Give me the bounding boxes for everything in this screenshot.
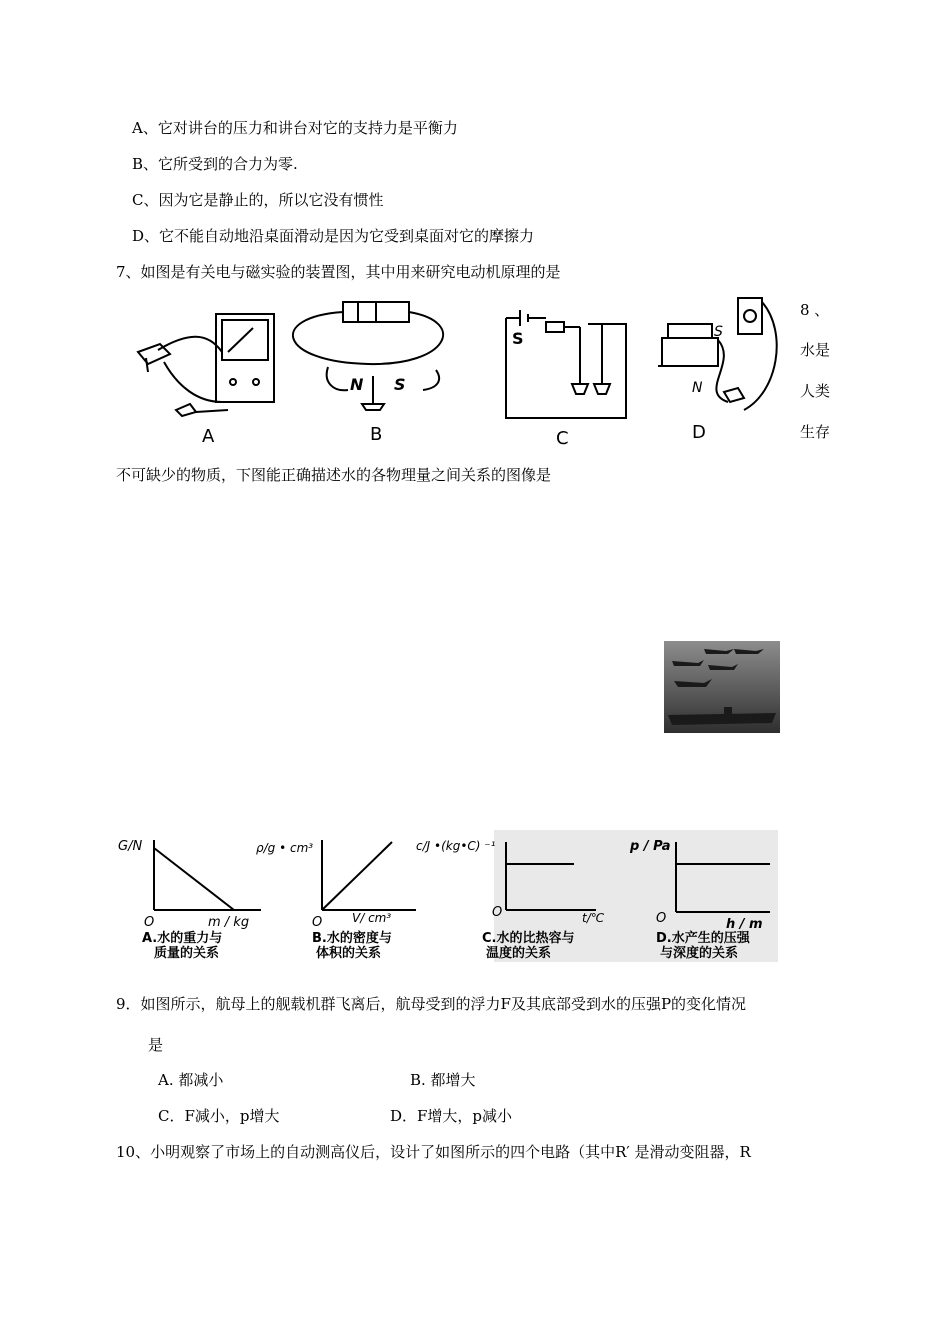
q7-diagram-b bbox=[293, 302, 443, 410]
q7-diagram-d bbox=[658, 298, 777, 410]
q7-b-pole-s: S bbox=[394, 375, 406, 394]
graph-a-origin: O bbox=[144, 915, 155, 930]
q7-c-switch: S bbox=[512, 329, 524, 348]
graph-a-caption-1: A.水的重力与 bbox=[142, 931, 223, 946]
graph-b-xlabel: V/ cm³ bbox=[352, 911, 392, 925]
graph-b-ylabel: ρ/g • cm³ bbox=[256, 841, 314, 855]
graph-a-caption-2: 质量的关系 bbox=[154, 946, 220, 961]
q7-b-pole-n: N bbox=[350, 375, 364, 394]
q6-option-d: D、它不能自动地沿桌面滑动是因为它受到桌面对它的摩擦力 bbox=[132, 227, 535, 245]
graph-d-caption-1: D.水产生的压强 bbox=[656, 931, 750, 946]
graph-c-ylabel: c/J •(kg•C) ⁻¹ bbox=[416, 839, 496, 853]
graph-b-line bbox=[322, 842, 392, 910]
q8-stem-continued: 不可缺少的物质，下图能正确描述水的各物理量之间关系的图像是 bbox=[116, 466, 552, 484]
q8-side-char-2: 水是 bbox=[800, 341, 831, 359]
q8-graphs bbox=[116, 830, 778, 962]
q9-option-b: B. 都增大 bbox=[410, 1071, 476, 1089]
q8-side-char-1: 8 、 bbox=[800, 301, 830, 319]
carrier-photo bbox=[664, 641, 780, 733]
graph-a-line bbox=[154, 848, 234, 910]
q7-label-b: B bbox=[370, 424, 383, 445]
graph-b-caption-2: 体积的关系 bbox=[316, 946, 382, 961]
q7-label-c: C bbox=[556, 428, 569, 449]
graph-c-caption-2: 温度的关系 bbox=[486, 946, 552, 961]
q6-option-b: B、它所受到的合力为零. bbox=[132, 155, 298, 173]
graph-d-caption-2: 与深度的关系 bbox=[660, 946, 739, 961]
q8-side-char-4: 生存 bbox=[800, 423, 831, 441]
q7-diagram-a bbox=[138, 314, 274, 416]
graph-c-xlabel: t/℃ bbox=[582, 911, 605, 925]
q7-figure bbox=[118, 292, 788, 452]
graph-a bbox=[118, 839, 261, 961]
q6-option-c: C、因为它是静止的，所以它没有惯性 bbox=[132, 191, 384, 209]
graph-c-caption-1: C.水的比热容与 bbox=[482, 931, 575, 946]
q9-option-d: D．F增大，p减小 bbox=[390, 1107, 513, 1125]
q9-stem: 9．如图所示，航母上的舰载机群飞离后，航母受到的浮力F及其底部受到水的压强P的变化情况 bbox=[116, 995, 747, 1013]
q9-option-c: C．F减小，p增大 bbox=[158, 1107, 280, 1125]
graph-a-ylabel: G/N bbox=[118, 839, 143, 854]
q7-diagram-c bbox=[506, 310, 626, 418]
graph-b bbox=[256, 840, 416, 961]
graph-b-caption-1: B.水的密度与 bbox=[312, 931, 392, 946]
q8-side-char-3: 人类 bbox=[800, 382, 831, 400]
graph-d-xlabel: h / m bbox=[726, 917, 763, 932]
q9-stem-continued: 是 bbox=[148, 1036, 164, 1054]
q6-option-a: A、它对讲台的压力和讲台对它的支持力是平衡力 bbox=[132, 119, 458, 137]
graph-b-origin: O bbox=[312, 915, 323, 930]
q7-label-d: D bbox=[692, 422, 706, 443]
q7-d-pole-s: S bbox=[714, 324, 723, 340]
q10-stem: 10、小明观察了市场上的自动测高仪后，设计了如图所示的四个电路（其中R′ 是滑动变阻器，R bbox=[116, 1143, 751, 1161]
graph-a-xlabel: m / kg bbox=[208, 915, 250, 930]
graph-d-ylabel: p / Pa bbox=[630, 839, 671, 854]
q7-stem: 7、如图是有关电与磁实验的装置图，其中用来研究电动机原理的是 bbox=[116, 263, 561, 281]
q7-label-a: A bbox=[202, 426, 215, 447]
graph-d-origin: O bbox=[656, 911, 667, 926]
q9-option-a: A. 都减小 bbox=[158, 1071, 224, 1089]
graph-c-origin: O bbox=[492, 905, 503, 920]
q7-d-pole-n: N bbox=[692, 380, 703, 396]
